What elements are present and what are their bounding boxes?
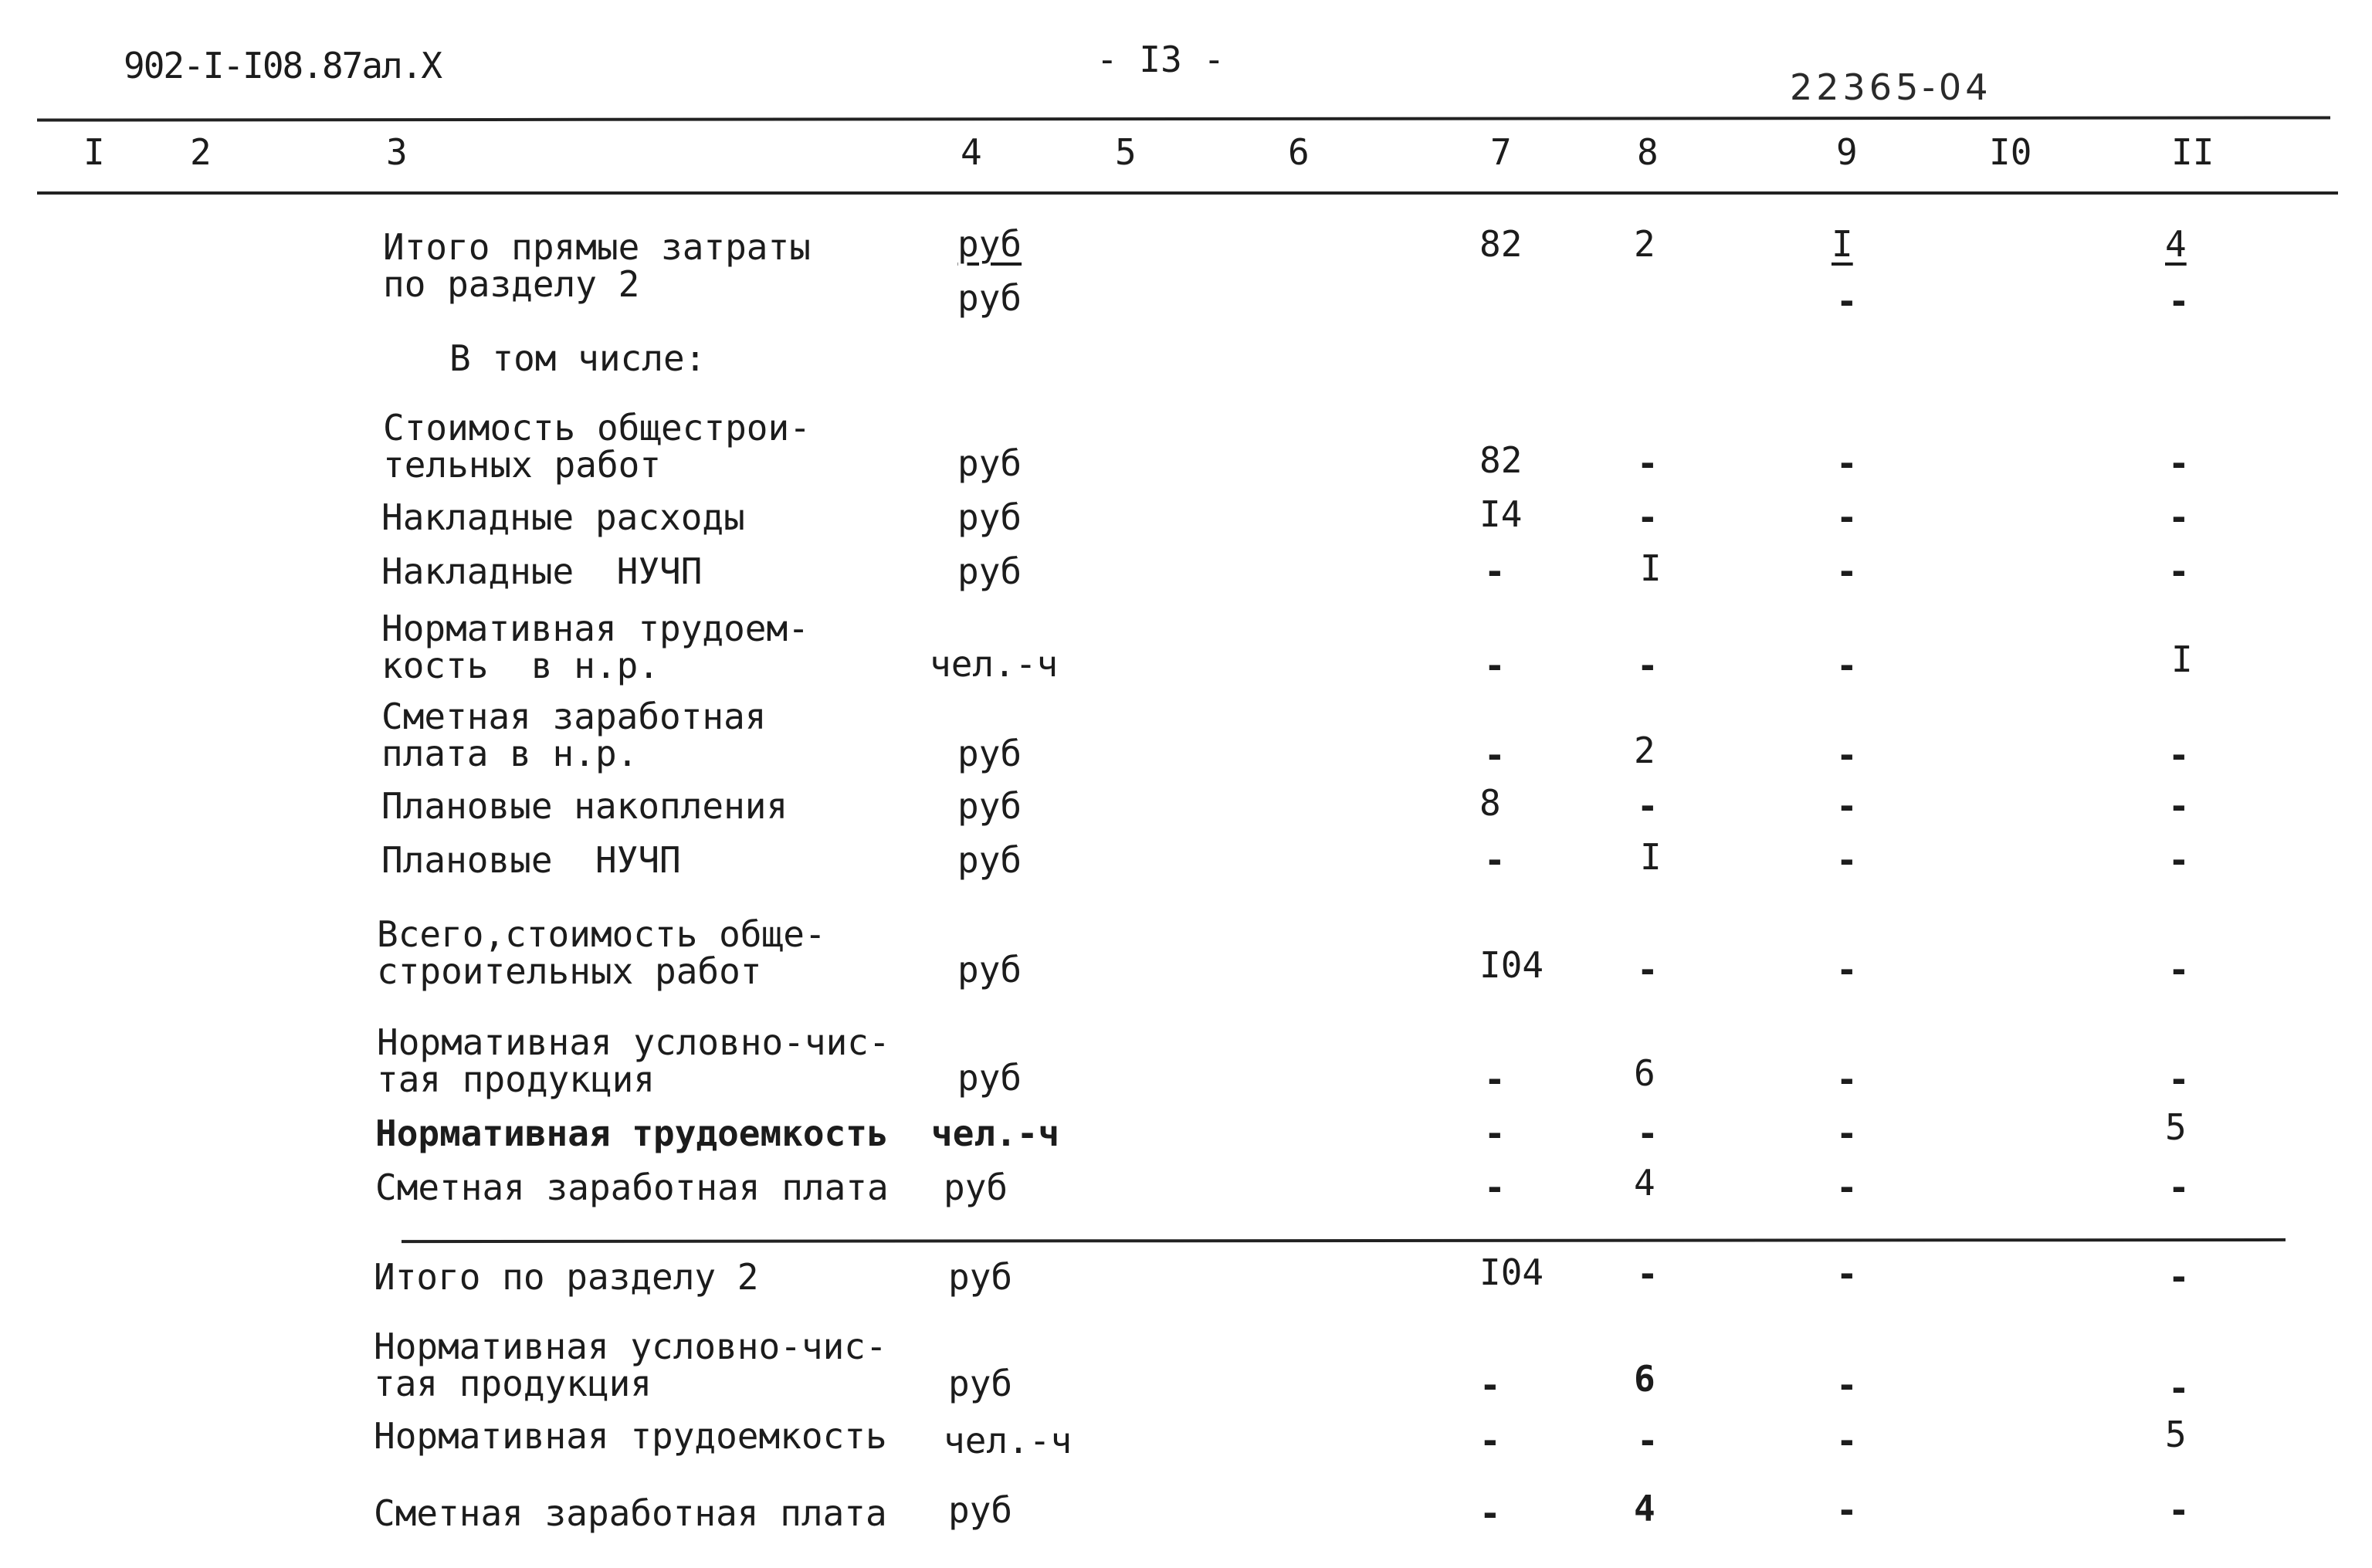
header-rule: [37, 191, 2338, 195]
row-value-col11: -: [2168, 442, 2190, 484]
row-value-col9: -: [1836, 1167, 1858, 1208]
row-value-col9: -: [1836, 550, 1858, 592]
row-unit: руб: [957, 442, 1022, 484]
row-value-col7: -: [1484, 839, 1506, 881]
row-value-col8: 6: [1634, 1052, 1655, 1094]
row-value-col9: -: [1836, 785, 1858, 827]
row-unit: руб: [948, 1489, 1013, 1531]
column-number-9: 9: [1836, 131, 1858, 173]
column-number-11: II: [2171, 131, 2214, 173]
row-value-col7: I04: [1479, 1251, 1544, 1293]
row-value-col9: -: [1836, 496, 1858, 538]
row-value-col11: -: [2168, 550, 2190, 592]
row-value-col9: -: [1836, 734, 1858, 776]
row-label: Сметная заработная плата в н.р.: [381, 696, 767, 774]
row-value-col11: -: [2168, 785, 2190, 827]
row-unit: руб: [957, 223, 1022, 265]
row-unit: чел.-ч: [931, 1113, 1060, 1154]
column-number-6: 6: [1288, 131, 1310, 173]
row-value-col8: -: [1637, 645, 1659, 686]
row-value-col7: -: [1484, 1058, 1506, 1100]
row-value-col11: -: [2168, 839, 2190, 881]
row-value-col8: I: [1640, 547, 1662, 589]
row-value-col9: -: [1836, 1489, 1858, 1531]
row-unit: чел.-ч: [930, 643, 1059, 685]
row-value-col9-secondary: -: [1836, 280, 1858, 322]
section-total-rule: [402, 1238, 2286, 1243]
row-value-col7: 82: [1479, 223, 1523, 265]
row-unit: руб: [957, 949, 1022, 991]
row-label: Нормативная трудоемкость: [375, 1113, 889, 1154]
row-label: Всего,стоимость обще- строительных работ: [377, 913, 826, 992]
row-label: Нормативная условно-чис- тая продукция: [374, 1326, 887, 1404]
row-value-col11: -: [2168, 1256, 2190, 1298]
row-value-col9: I: [1832, 223, 1853, 265]
row-value-col8: 2: [1634, 730, 1655, 771]
column-number-4: 4: [961, 131, 982, 173]
page-number: - I3 -: [1096, 39, 1225, 80]
row-value-col11: -: [2168, 1489, 2190, 1531]
column-number-8: 8: [1637, 131, 1659, 173]
row-value-col9: -: [1836, 839, 1858, 881]
row-unit: руб: [948, 1256, 1013, 1298]
row-value-col7: -: [1479, 1364, 1501, 1406]
row-value-col11: 5: [2165, 1414, 2187, 1455]
row-value-col7: -: [1484, 734, 1506, 776]
row-value-col11: -: [2168, 1367, 2190, 1409]
row-unit: руб: [957, 496, 1022, 538]
row-label: Плановые НУЧП: [381, 839, 681, 881]
row-unit: руб: [957, 550, 1022, 592]
row-value-col7: -: [1479, 1492, 1501, 1534]
row-value-col11: -: [2168, 1058, 2190, 1100]
row-value-col11-secondary: -: [2168, 280, 2190, 322]
row-label: Накладные расходы: [381, 496, 745, 538]
row-value-col8: 4: [1634, 1488, 1655, 1529]
row-value-col11: -: [2168, 1167, 2190, 1208]
row-label: Сметная заработная плата: [375, 1167, 889, 1208]
row-unit: руб: [957, 839, 1022, 881]
row-label: Сметная заработная плата: [374, 1492, 887, 1534]
column-number-5: 5: [1115, 131, 1137, 173]
column-number-2: 2: [190, 131, 212, 173]
row-unit-secondary: руб: [957, 277, 1022, 319]
row-value-col7: -: [1479, 1420, 1501, 1461]
row-unit: руб: [957, 785, 1022, 827]
subsection-label: В том числе:: [449, 337, 707, 379]
column-number-1: I: [83, 131, 105, 173]
row-value-col8: -: [1637, 1113, 1659, 1154]
archive-code: 22365-04: [1790, 66, 1992, 108]
row-value-col9: -: [1836, 645, 1858, 686]
row-value-col8: 4: [1634, 1162, 1655, 1204]
column-number-3: 3: [386, 131, 408, 173]
row-value-col8: -: [1637, 1253, 1659, 1295]
row-value-col9: -: [1836, 1253, 1858, 1295]
row-value-col9: -: [1836, 1058, 1858, 1100]
row-value-col8: -: [1637, 1420, 1659, 1461]
row-value-col7: 8: [1479, 782, 1501, 824]
row-value-col8: -: [1637, 442, 1659, 484]
row-value-col11: -: [2168, 949, 2190, 991]
row-value-col8: -: [1637, 785, 1659, 827]
row-value-col8: 6: [1634, 1358, 1655, 1400]
row-label: Итого прямые затраты по разделу 2: [383, 226, 811, 305]
column-number-10: I0: [1989, 131, 2032, 173]
row-value-col9: -: [1836, 1420, 1858, 1461]
row-value-col11: 4: [2165, 223, 2187, 265]
row-value-col11: -: [2168, 496, 2190, 538]
row-label: Накладные НУЧП: [381, 550, 703, 592]
row-value-col7: -: [1484, 550, 1506, 592]
row-value-col7: -: [1484, 1113, 1506, 1154]
row-value-col11: -: [2168, 734, 2190, 776]
row-value-col7: I04: [1479, 944, 1544, 986]
row-value-col8: -: [1637, 949, 1659, 991]
row-unit: чел.-ч: [944, 1420, 1072, 1461]
row-value-col7: -: [1484, 1167, 1506, 1208]
top-rule: [37, 116, 2330, 121]
row-label: Стоимость общестрои- тельных работ: [383, 407, 811, 486]
row-value-col9: -: [1836, 949, 1858, 991]
row-unit: руб: [957, 1057, 1022, 1099]
row-value-col7: 82: [1479, 439, 1523, 481]
row-value-col9: -: [1836, 442, 1858, 484]
row-unit: руб: [948, 1363, 1013, 1404]
row-value-col11: 5: [2165, 1106, 2187, 1148]
row-unit: руб: [944, 1167, 1008, 1208]
row-value-col7: I4: [1479, 493, 1523, 535]
row-label: Нормативная трудоемкость: [374, 1415, 887, 1457]
row-value-col9: -: [1836, 1113, 1858, 1154]
row-value-col8: -: [1637, 496, 1659, 538]
row-value-col8: 2: [1634, 223, 1655, 265]
row-value-col11: I: [2171, 638, 2193, 680]
row-label: Нормативная трудоем- кость в н.р.: [381, 608, 809, 686]
row-label: Нормативная условно-чис- тая продукция: [377, 1021, 890, 1100]
row-label: Итого по разделу 2: [374, 1256, 759, 1298]
row-value-col9: -: [1836, 1364, 1858, 1406]
document-code: 902-I-I08.87ал.Х: [124, 45, 442, 86]
row-label: Плановые накопления: [381, 785, 788, 827]
row-value-col8: I: [1640, 836, 1662, 878]
row-value-col7: -: [1484, 645, 1506, 686]
column-number-7: 7: [1490, 131, 1512, 173]
row-unit: руб: [957, 733, 1022, 774]
